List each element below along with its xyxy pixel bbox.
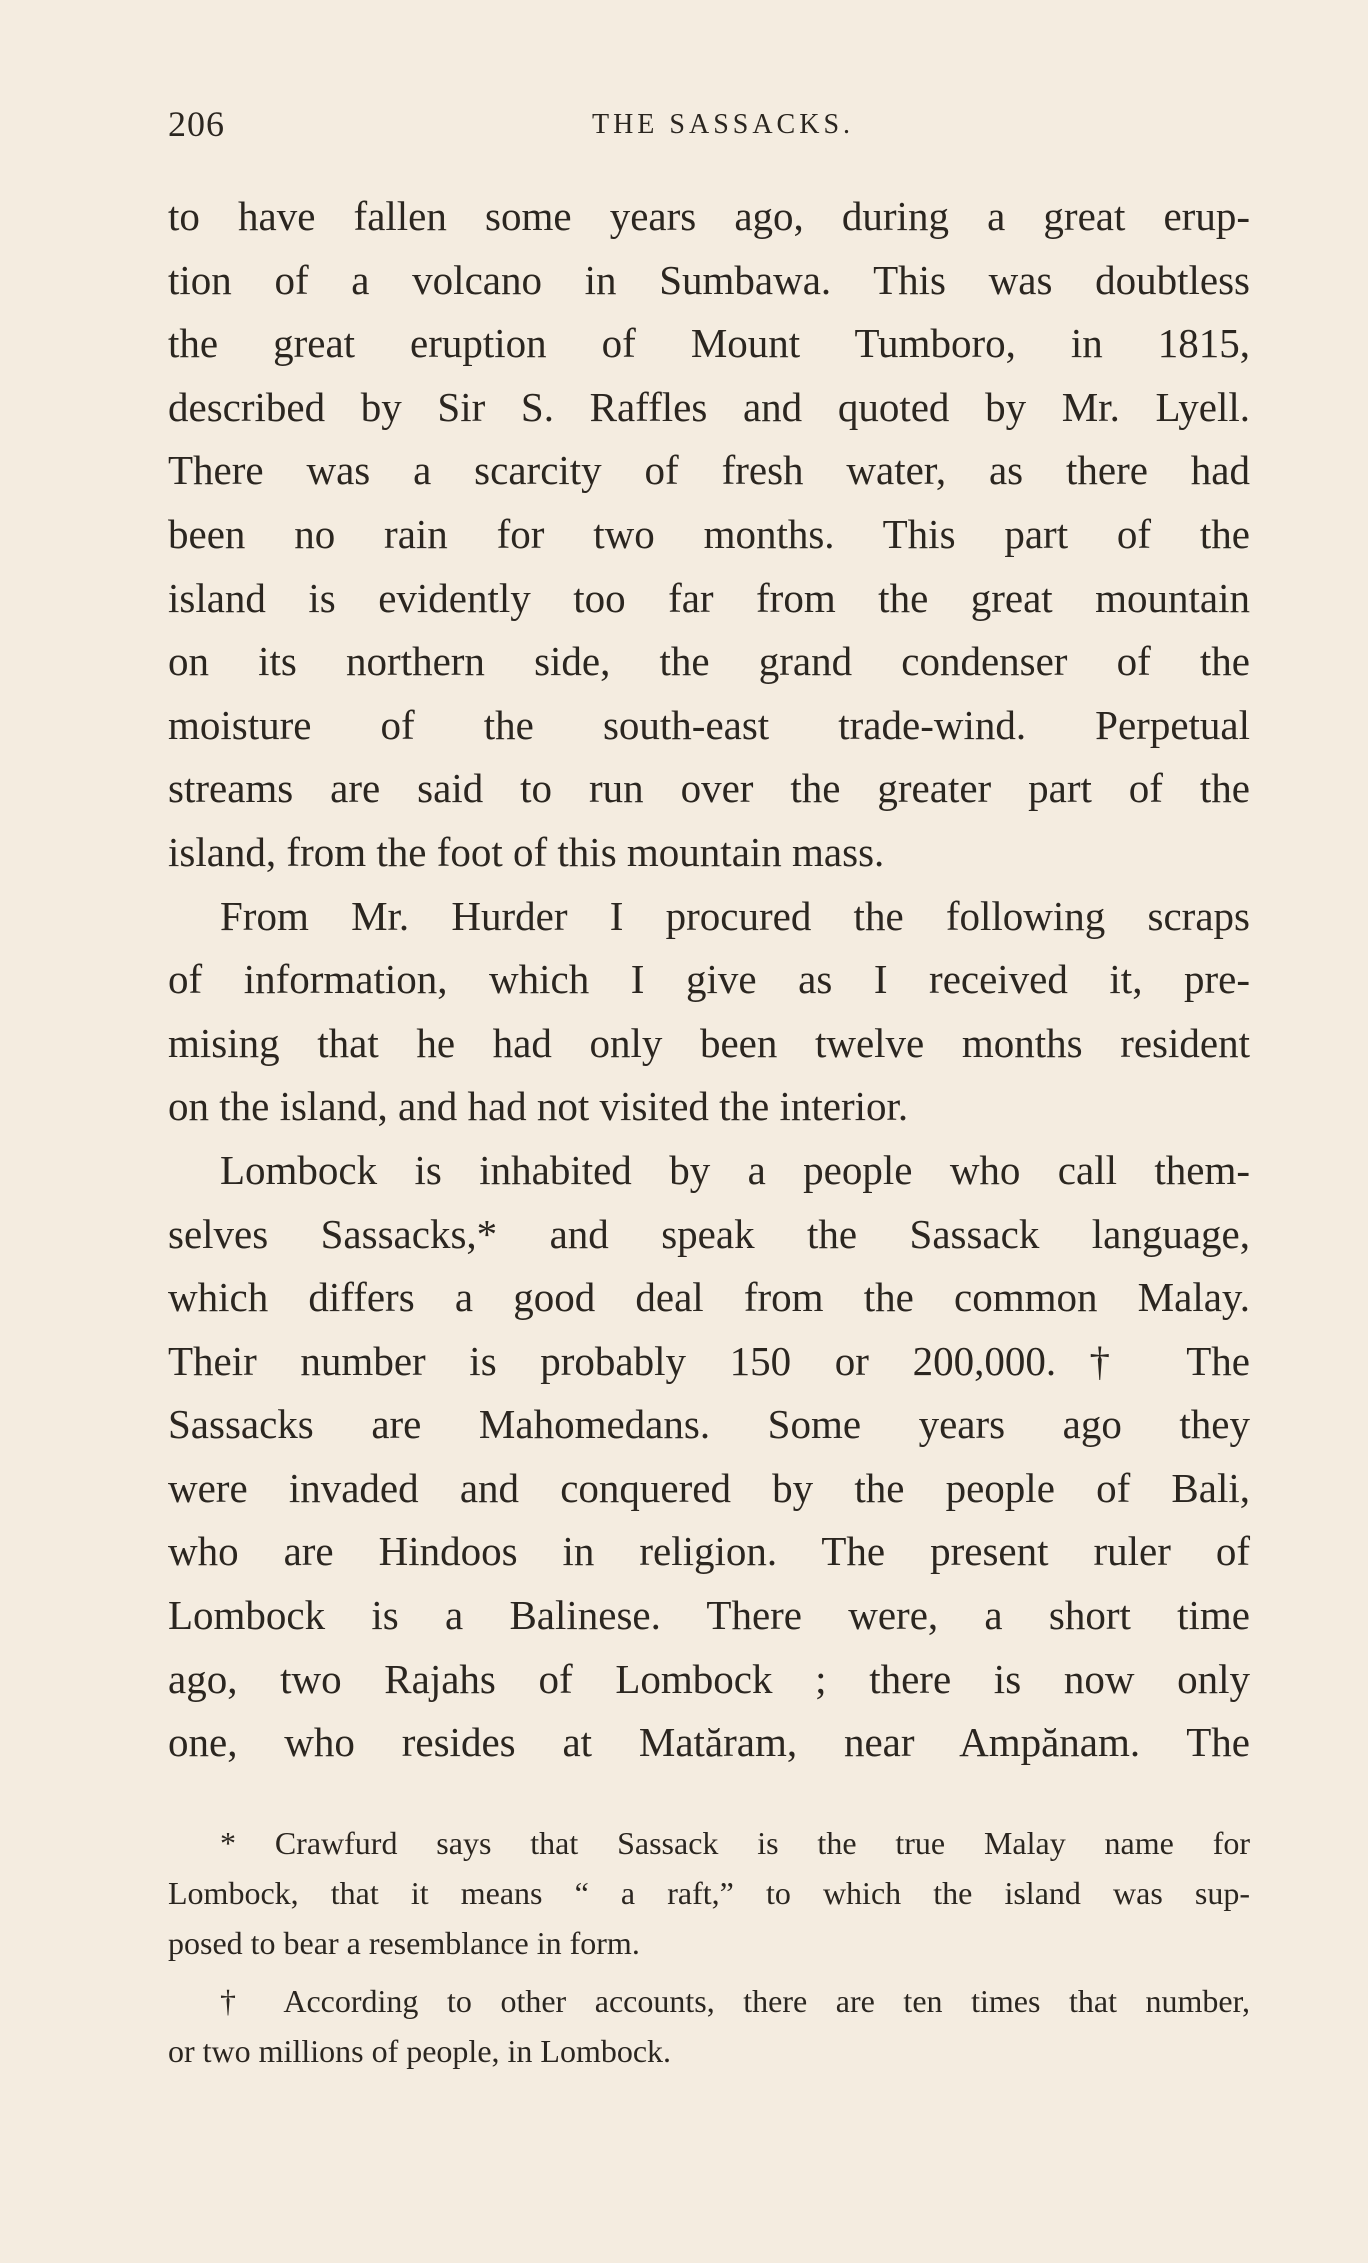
footnote-line: * Crawfurd says that Sassack is the true Malay name for <box>220 1825 1250 1861</box>
text-line: to have fallen some years ago, during a great erup- <box>168 193 1250 239</box>
text-line: Lombock is inhabited by a people who call them- <box>220 1146 1250 1193</box>
text-line: mising that he had only been twelve months resident <box>168 1019 1250 1066</box>
footnotes <box>168 1818 1250 2076</box>
footnote-line: † According to other accounts, there are ten times that number, <box>220 1983 1250 2019</box>
footnote-line: posed to bear a resemblance in form. <box>168 1925 640 1961</box>
text-line: were invaded and conquered by the people of Bali, <box>168 1464 1250 1511</box>
text-line: selves Sassacks,* and speak the Sassack language, <box>168 1210 1250 1257</box>
text-line: There was a scarcity of fresh water, as there had <box>168 447 1250 494</box>
text-line: been no rain for two months. This part of the <box>168 510 1250 557</box>
text-line: of information, which I give as I received it, pre- <box>168 956 1250 1003</box>
running-title: THE SASSACKS. <box>591 109 855 140</box>
text-line: which differs a good deal from the common Malay. <box>168 1274 1250 1321</box>
text-line: island is evidently too far from the great mountain <box>168 574 1250 621</box>
text-line: ago, two Rajahs of Lombock ; there is now only <box>168 1655 1250 1702</box>
body-text <box>168 185 1250 1775</box>
page-number: 206 <box>168 104 225 144</box>
text-line: one, who resides at Matăram, near Ampănam. The <box>168 1719 1250 1766</box>
text-line: tion of a volcano in Sumbawa. This was doubtless <box>168 256 1250 303</box>
text-line: island, from the foot of this mountain mass. <box>168 828 885 875</box>
footnote-line: Lombock, that it means “ a raft,” to which the island was sup- <box>168 1875 1250 1911</box>
footnote-line: or two millions of people, in Lombock. <box>168 2033 672 2069</box>
text-line: moisture of the south-east trade-wind. Perpetual <box>168 701 1250 748</box>
text-line: described by Sir S. Raffles and quoted by Mr. Lyell. <box>168 383 1250 430</box>
page-header <box>168 103 1258 153</box>
text-line: From Mr. Hurder I procured the following scraps <box>220 892 1250 939</box>
text-line: Sassacks are Mahomedans. Some years ago they <box>168 1401 1250 1448</box>
text-line: Lombock is a Balinese. There were, a short time <box>168 1592 1250 1639</box>
text-line: who are Hindoos in religion. The present ruler of <box>168 1528 1250 1575</box>
text-line: Their number is probably 150 or 200,000.† The <box>168 1337 1250 1384</box>
text-line: on its northern side, the grand condenser of the <box>168 638 1250 685</box>
text-line: on the island, and had not visited the interior. <box>168 1083 909 1130</box>
text-line: streams are said to run over the greater part of the <box>168 765 1250 812</box>
text-line: the great eruption of Mount Tumboro, in 1815, <box>168 320 1250 367</box>
